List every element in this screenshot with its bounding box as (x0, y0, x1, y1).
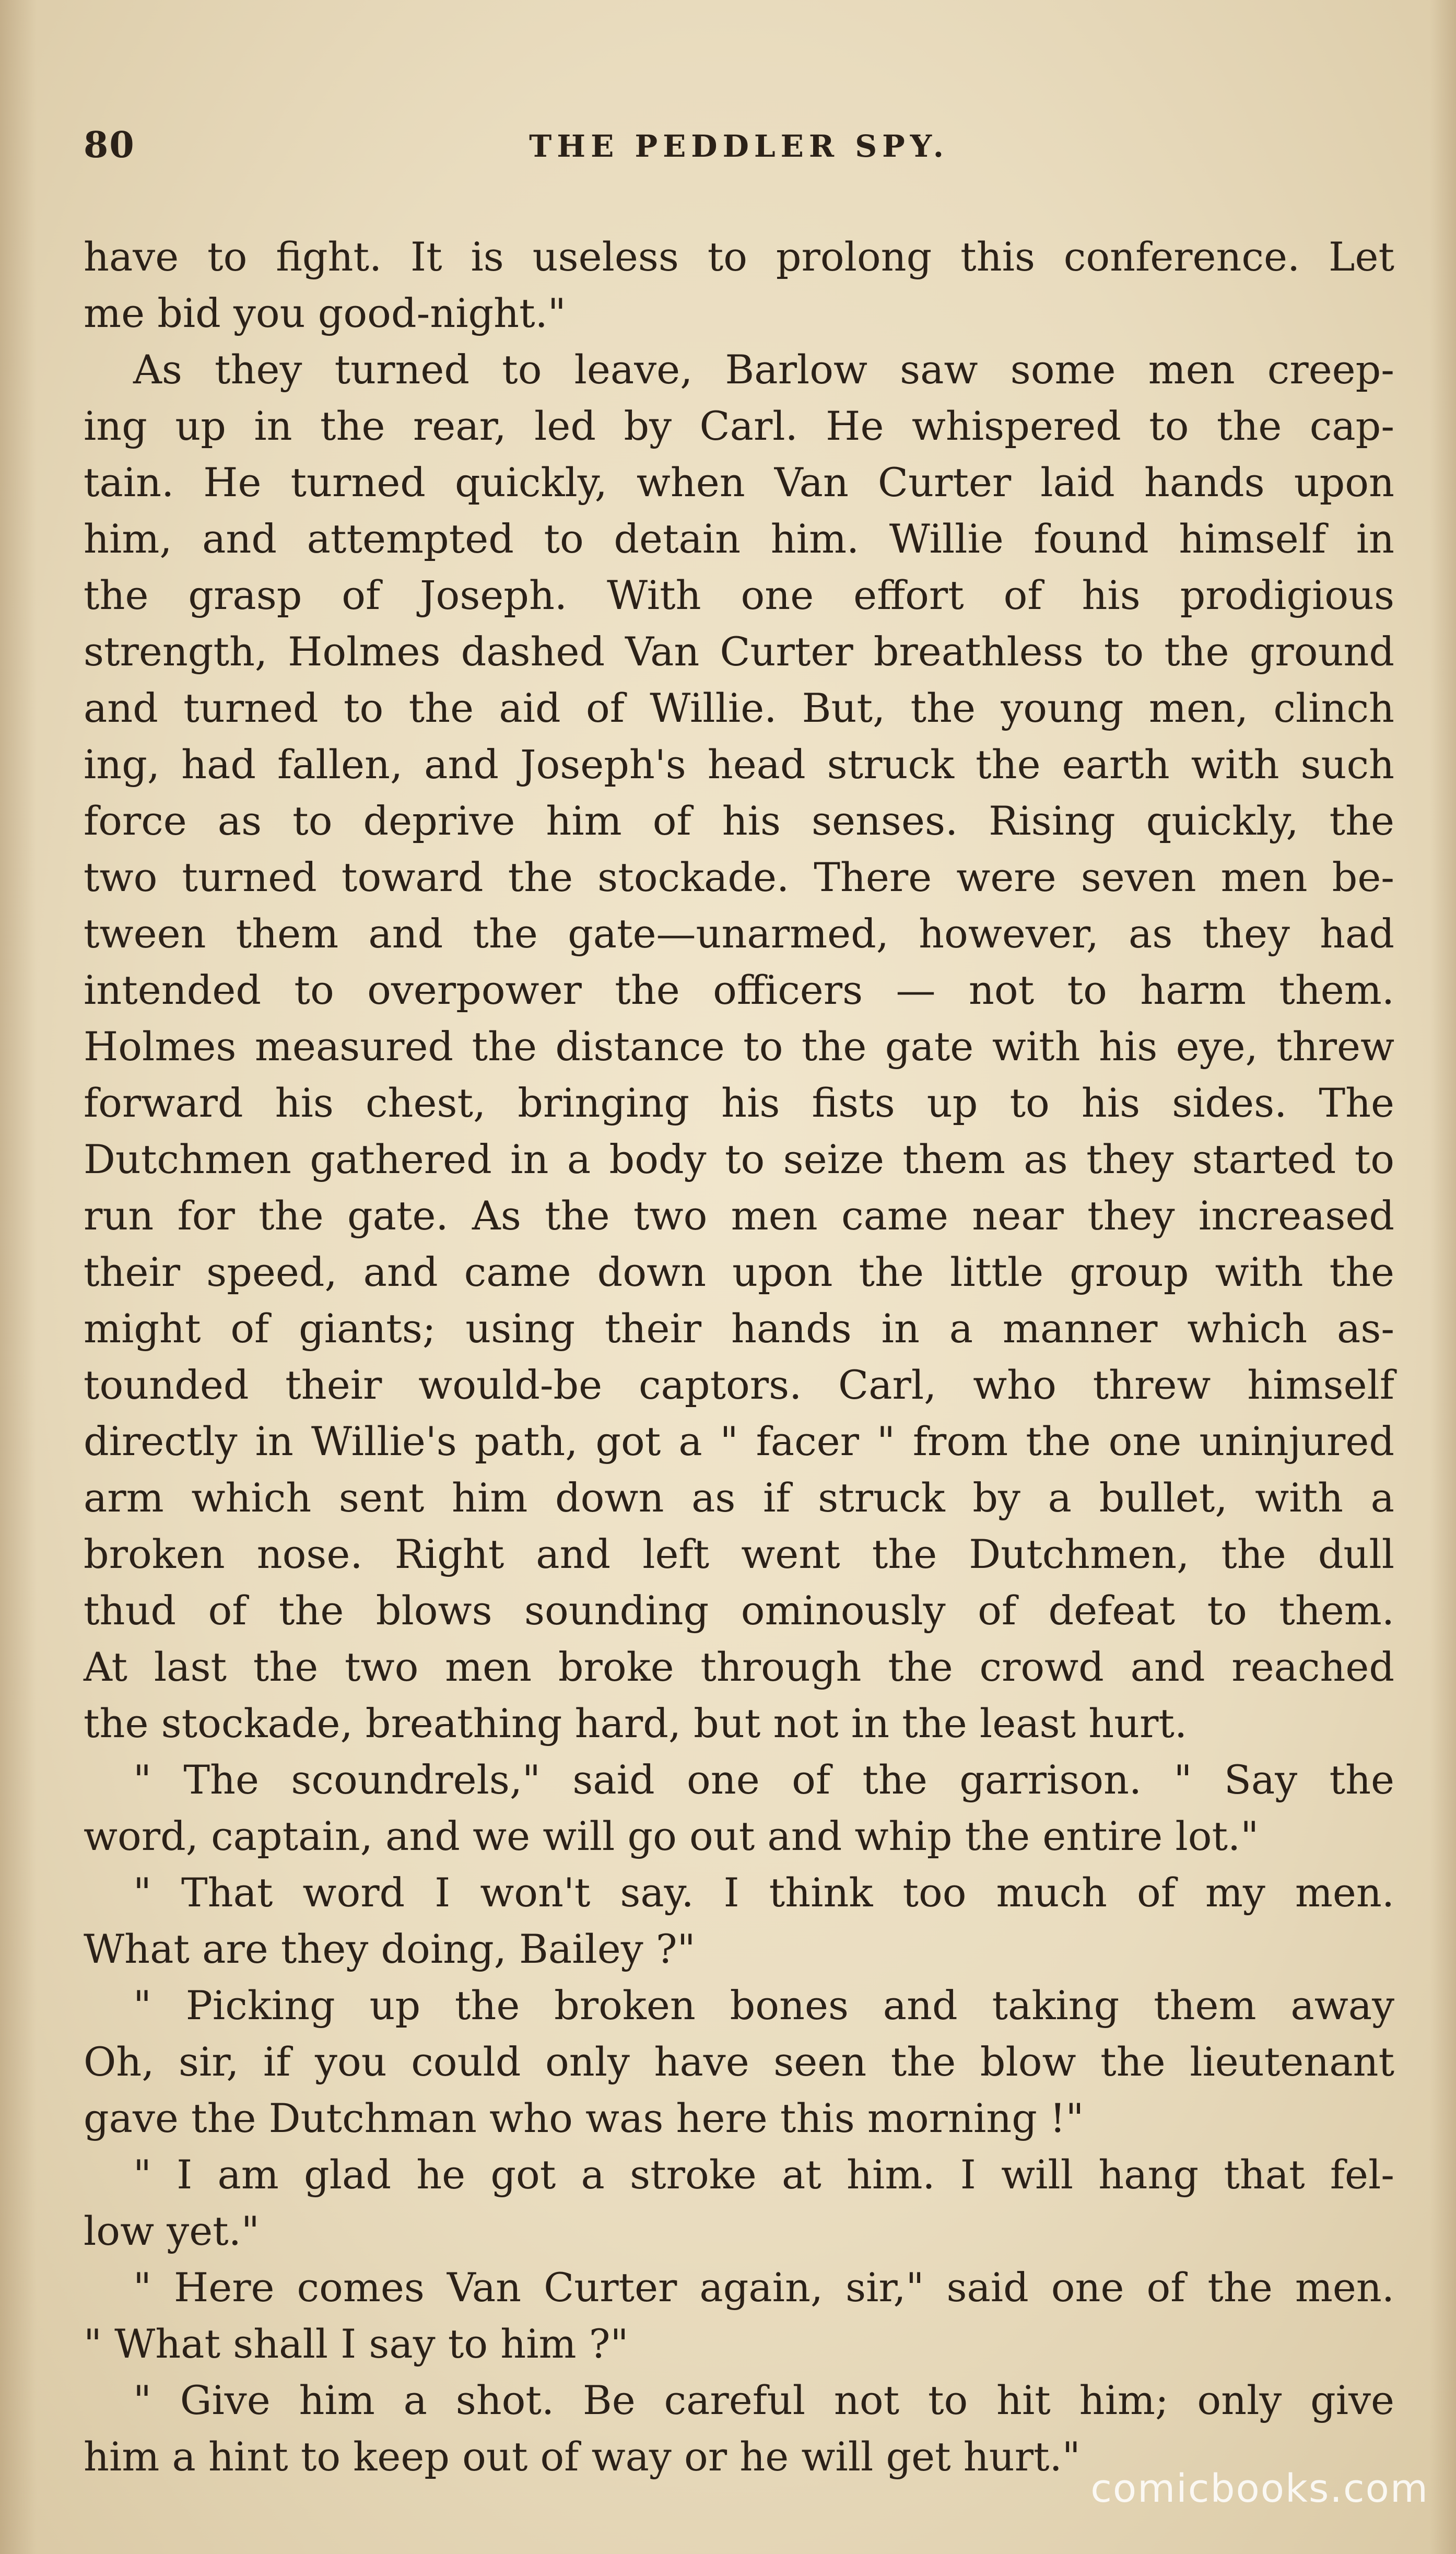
text-line: directly in Willie's path, got a " facer " from the one uninjured (84, 1418, 1394, 1465)
text-line: " That word I won't say. I think too much of my men. (133, 1869, 1394, 1916)
text-line: " What shall I say to him ?" (84, 2321, 629, 2367)
text-line: him, and attempted to detain him. Willie found himself in (84, 516, 1394, 562)
page-edge-shadow-left (0, 0, 37, 2554)
text-line: arm which sent him down as if struck by a bullet, with a (84, 1474, 1394, 1521)
page-header (84, 124, 1394, 171)
text-line: thud of the blows sounding ominously of defeat to them. (84, 1587, 1394, 1634)
text-line: forward his chest, bringing his fists up to his sides. The (84, 1080, 1394, 1126)
text-line: As they turned to leave, Barlow saw some men creep- (133, 346, 1394, 393)
body-text (84, 229, 1394, 2485)
text-line: tain. He turned quickly, when Van Curter laid hands upon (84, 459, 1394, 506)
text-line: intended to overpower the officers — not to harm them. (84, 967, 1394, 1013)
text-line: and turned to the aid of Willie. But, the young men, clinch (84, 685, 1394, 731)
text-line: broken nose. Right and left went the Dutchmen, the dull (84, 1531, 1394, 1577)
text-line: tounded their would-be captors. Carl, who threw himself (84, 1362, 1394, 1408)
text-line: " The scoundrels," said one of the garrison. " Say the (133, 1756, 1394, 1803)
text-line: him a hint to keep out of way or he will get hurt." (84, 2433, 1081, 2480)
text-line: have to fight. It is useless to prolong this conference. Let (84, 233, 1394, 280)
text-line: " I am glad he got a stroke at him. I will hang that fel- (133, 2151, 1394, 2198)
text-line: " Give him a shot. Be careful not to hit him; only give (133, 2377, 1394, 2423)
text-line: ing up in the rear, led by Carl. He whispered to the cap- (84, 403, 1394, 449)
text-line: force as to deprive him of his senses. Rising quickly, the (84, 798, 1394, 844)
text-line: At last the two men broke through the crowd and reached (84, 1644, 1394, 1690)
running-title: THE PEDDLER SPY. (529, 128, 949, 164)
text-line: ing, had fallen, and Joseph's head struck the earth with such (84, 741, 1394, 788)
text-line: Oh, sir, if you could only have seen the blow the lieutenant (84, 2038, 1394, 2085)
text-line: might of giants; using their hands in a manner which as- (84, 1305, 1394, 1352)
text-line: gave the Dutchman who was here this morning !" (84, 2095, 1084, 2141)
text-line: me bid you good-night." (84, 290, 566, 336)
text-line: the stockade, breathing hard, but not in the least hurt. (84, 1700, 1188, 1747)
text-line: Dutchmen gathered in a body to seize them as they started to (84, 1136, 1394, 1182)
page-edge-shadow-right (1430, 0, 1456, 2554)
text-line: " Picking up the broken bones and taking them away (133, 1982, 1394, 2029)
text-line: run for the gate. As the two men came near they increased (84, 1192, 1394, 1239)
text-line: word, captain, and we will go out and whip the entire lot." (84, 1813, 1259, 1859)
text-line: low yet." (84, 2208, 260, 2254)
text-line: their speed, and came down upon the little group with the (84, 1249, 1394, 1295)
watermark-text: comicbooks.com (1090, 2466, 1429, 2511)
text-line: two turned toward the stockade. There were seven men be- (84, 854, 1394, 900)
text-line: What are they doing, Bailey ?" (84, 1926, 696, 1972)
text-line: " Here comes Van Curter again, sir," said one of the men. (133, 2264, 1394, 2311)
text-line: Holmes measured the distance to the gate with his eye, threw (84, 1023, 1394, 1070)
text-line: strength, Holmes dashed Van Curter breathless to the ground (84, 628, 1394, 675)
text-line: tween them and the gate—unarmed, however, as they had (84, 910, 1394, 957)
page-number: 80 (84, 124, 135, 166)
text-line: the grasp of Joseph. With one effort of his prodigious (84, 572, 1394, 618)
